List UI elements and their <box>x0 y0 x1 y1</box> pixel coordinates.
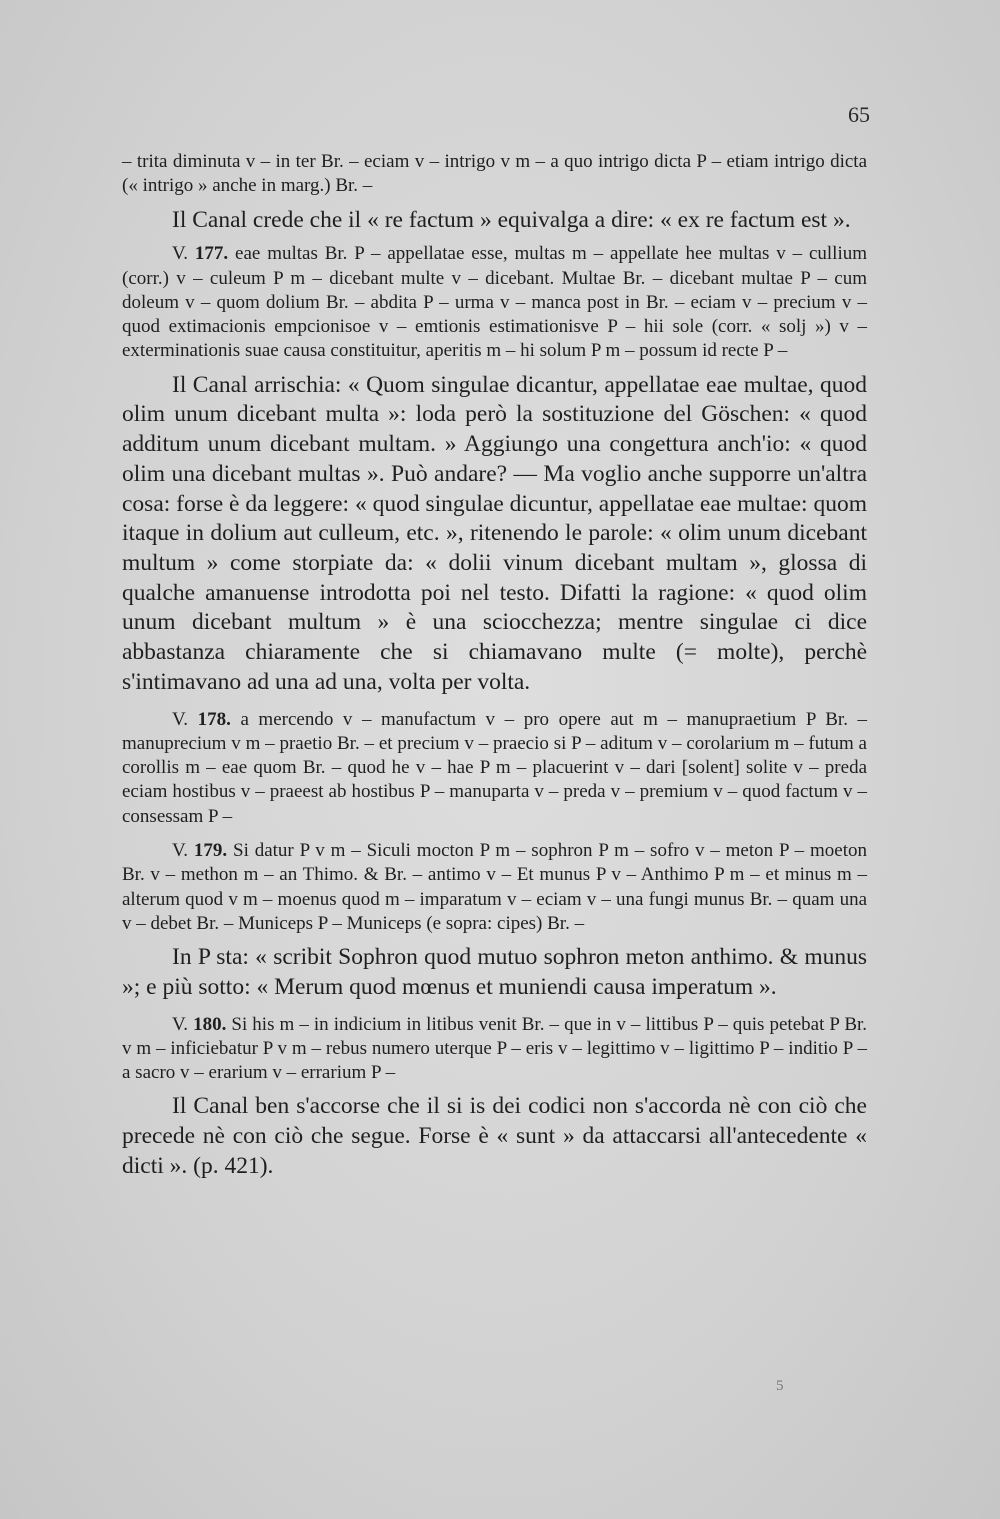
verse-note-177 <box>122 242 867 363</box>
verse-number: 180. <box>193 1013 227 1035</box>
commentary-paragraph: In P sta: « scribit Sophron quod mutuo sophron meton anthimo. & munus »; e più sotto: « Merum quod mœnus et muniendi causa imperatum ». <box>122 944 867 1000</box>
verse-number: 177. <box>194 243 229 265</box>
verse-note-text: Si datur P v m – Siculi mocton P m – sophron P m – sofro v – meton P – moeton Br. v – methon m – an Thimo. & Br. – antimo v – Et munus P v – Anthimo P m – et minus m – alterum quod v m – moenus quod m – imparatum v – eciam v – una fungi munus Br. – quam una v – debet Br. – Municeps P – Municeps (e sopra: cipes) Br. – <box>122 840 868 934</box>
verse-note-text: a mercendo v – manufactum v – pro opere aut m – manupraetium P Br. – manuprecium v m – praetio Br. – et precium v – praecio si P – aditum v – corolarium m – futum a corollis m – eae quom Br. – quod he v – hae P m – placuerint v – dari [solent] solite v – preda eciam hostibus v – praeest ab hostibus P – manuparta v – preda v – premium v – quod factum v – consessam P – <box>122 708 868 827</box>
commentary-paragraph: Il Canal crede che il « re factum » equivalga a dire: « ex re factum est ». <box>172 206 851 233</box>
page-number: 65 <box>848 102 870 127</box>
commentary-paragraph: Il Canal arrischia: « Quom singulae dicantur, appellatae eae multae, quod olim unum dicebant multa »: loda però la sostituzione del Göschen: « quod additum unum dicebant multam. » Aggiungo una congettura anch'io: « quod olim una dicebant multas ». Può andare? — Ma voglio anche supporre un'altra cosa: forse è da leggere: « quod singulae dicuntur, appellatae eae multae: quom itaque in dolium aut culleum, etc. », ritenendo le parole: « olim unum dicebant multum » come storpiate da: « dolii vinum dicebant multam », glossa di qualche amanuense introdotta poi nel testo. Difatti la ragione: « quod olim unum dicebant multum » è una sciocchezza; mentre singulae ci dice abbastanza chiaramente che si chiamavano multe (= molte), perchè s'intimavano ad una ad una, volta per volta. <box>122 371 867 695</box>
verse-note-179 <box>122 839 867 936</box>
verse-number: 179. <box>193 840 228 861</box>
verse-note-178 <box>122 708 867 829</box>
verse-note-text: eae multas Br. P – appellatae esse, multas m – appellate hee multas v – cullium (corr.) v – culeum P m – dicebant multe v – dicebant. Multae Br. – dicebant multae P – cum doleum v – quom dolium Br. – abdita P – urma v – manca post in Br. – eciam v – precium v – quod extimacionis empcionisoe v – emtionis estimationisve P – hii sole (corr. « solj ») v – exterminationis suae causa constituitur, aperitis m – hi solum P m – possum id recte P – <box>122 243 868 362</box>
verse-note-180 <box>122 1013 867 1086</box>
page-text <box>122 150 867 1182</box>
commentary-paragraph: Il Canal ben s'accorse che il si is dei codici non s'accorda nè con ciò che precede nè con ciò che segue. Forse è « sunt » da attaccarsi all'antecedente « dicti ». (p. 421). <box>122 1093 867 1179</box>
critical-note: – trita diminuta v – in ter Br. – eciam v – intrigo v m – a quo intrigo dicta P – etiam intrigo dicta (« intrigo » anche in marg.) Br. – <box>122 151 867 197</box>
verse-label: V. <box>172 708 189 730</box>
verse-label: V. <box>172 840 189 861</box>
verse-number: 178. <box>197 708 231 730</box>
signature-mark: 5 <box>776 1378 784 1394</box>
verse-label: V. <box>172 243 189 265</box>
verse-note-text: Si his m – in indicium in litibus venit Br. – que in v – littibus P – quis petebat P Br. v m – inficiebatur P v m – rebus numero uterque P – eris v – legittimo v – ligittimo P – inditio P – a sacro v – erarium v – errarium P – <box>122 1013 868 1084</box>
verse-label: V. <box>172 1013 189 1035</box>
